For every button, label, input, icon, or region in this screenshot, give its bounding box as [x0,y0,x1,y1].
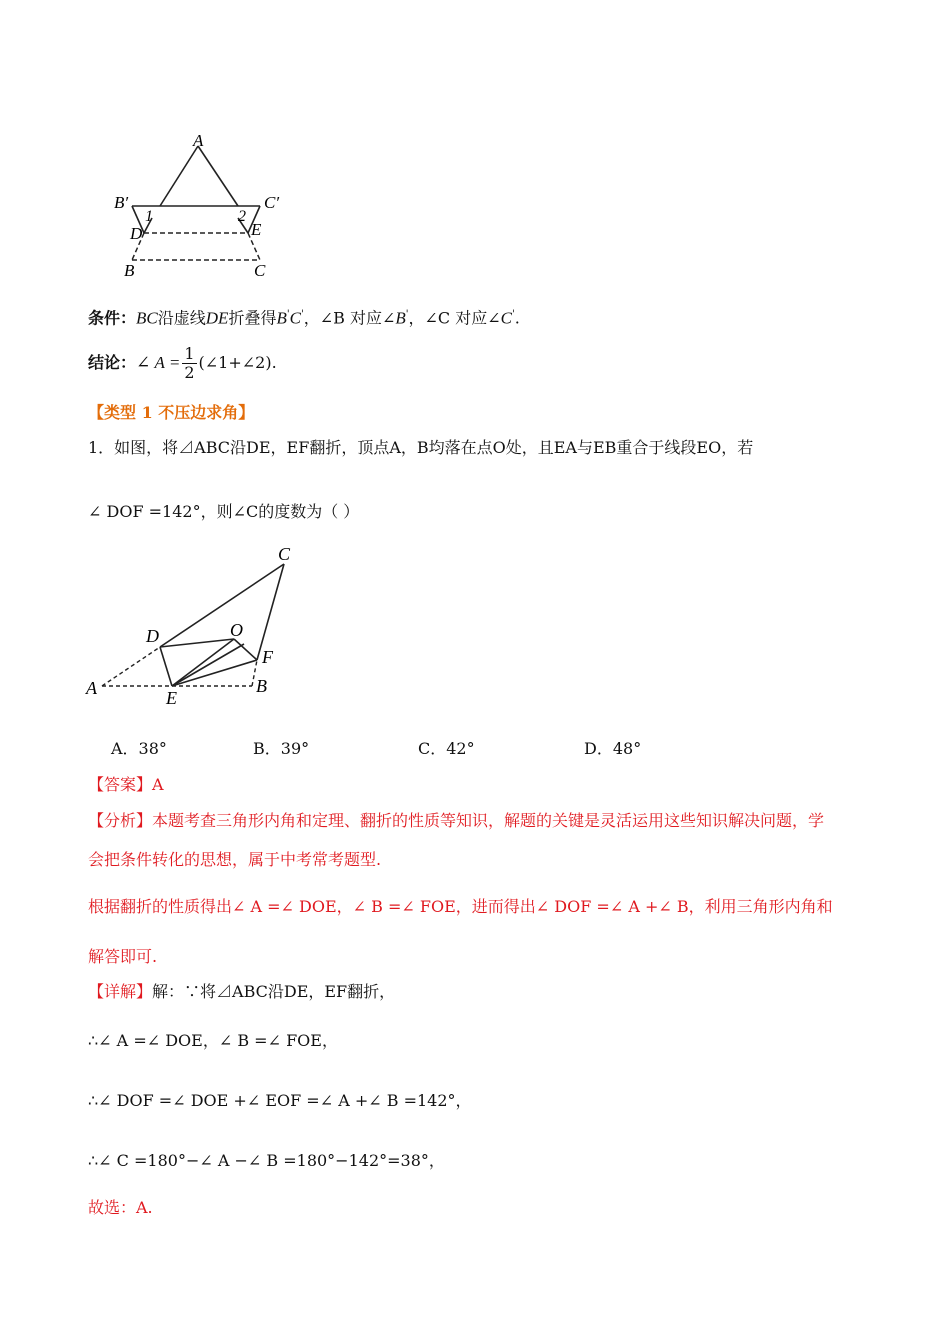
edge-ef [172,660,257,686]
condition-label: 条件： [88,308,137,328]
edge-de [160,647,172,686]
edge-a-left [160,146,198,206]
label-b: B [256,676,267,696]
cond-b2: B [395,308,406,328]
analysis-line-3: 根据翻折的性质得出∠ A =∠ DOE，∠ B =∠ FOE，进而得出∠ DOF =∠ A +∠ B，利用三角形内角和 [88,897,833,916]
cond-bp: B [276,308,287,328]
edge-eo [172,639,234,686]
conclusion-label: 结论： [88,353,137,372]
label-c: C [254,261,266,280]
question-line-2: ∠ DOF =142°，则∠C的度数为（ ） [88,502,360,521]
detail-line-4: ∴∠ C =180°−∠ A −∠ B =180°−142°=38°， [88,1151,445,1170]
figure-triangle-fold [84,540,314,712]
cond-c2: C [500,308,512,328]
detail-text-1: 解：∵将⊿ABC沿DE，EF翻折， [152,982,396,1001]
label-c: C [278,544,291,564]
label-d: D [146,626,159,646]
edge-a-right [198,146,238,206]
question-line-1: 1．如图，将⊿ABC沿DE，EF翻折，顶点A，B均落在点O处，且EA与EB重合于线段EO，若 [88,438,754,457]
fraction-numerator: 1 [184,344,195,363]
cond-t2: 折叠得 [228,308,277,328]
analysis-line-1: 【分析】本题考查三角形内角和定理、翻折的性质等知识，解题的关键是灵活运用这些知识解决问题，学 [88,811,825,830]
cond-t3: ，∠B 对应∠ [303,308,396,328]
conclusion-rhs: (∠1+∠2). [198,353,277,372]
cond-t4: ，∠C 对应∠ [408,308,501,328]
detail-line-2: ∴∠ A =∠ DOE，∠ B =∠ FOE， [88,1031,338,1050]
label-c-prime: C′ [264,193,280,212]
fraction-half [182,345,196,382]
detail-label: 【详解】 [88,982,153,1001]
cond-sup1: ' [286,309,290,320]
label-e: E [166,688,177,708]
option-b[interactable]: B．39° [253,739,310,758]
option-d[interactable]: D．48° [584,739,642,758]
analysis-line-4: 解答即可. [88,947,158,966]
option-a[interactable]: A．38° [111,739,167,758]
label-e: E [251,220,262,239]
label-b-prime: B′ [114,193,129,212]
detail-line-3: ∴∠ DOF =∠ DOE +∠ EOF =∠ A +∠ B =142°， [88,1091,472,1110]
label-2: 2 [238,208,246,225]
label-f: F [262,647,273,667]
cond-de: DE [205,308,229,328]
detail-line-1 [88,982,395,1002]
detail-line-5: 故选：A. [88,1198,153,1217]
cond-t5: . [514,308,520,328]
cond-cp: C [289,308,301,328]
cond-sup3: ' [405,309,409,320]
label-1: 1 [145,208,153,225]
edge-eo2 [172,644,244,686]
answer-line: 【答案】A [88,775,164,794]
condition-line [88,305,520,328]
edge-of [234,639,257,660]
label-a: A [86,678,97,698]
dashed-ad [102,647,160,686]
cond-t1: 沿虚线 [157,308,206,328]
figure-fold-diagram [110,128,320,288]
label-d: D [130,224,143,243]
conclusion-lhs: ∠ A = [136,353,181,372]
option-c[interactable]: C．42° [418,739,475,758]
type-heading: 【类型 1 不压边求角】 [88,403,255,422]
analysis-line-2: 会把条件转化的思想，属于中考常考题型. [88,850,382,869]
label-a: A [193,131,204,150]
fraction-denominator: 2 [184,363,195,382]
conclusion-line [88,345,277,382]
edge-dc [160,564,284,647]
label-b: B [124,261,135,280]
cond-sup4: ' [512,309,515,320]
label-o: O [230,620,243,640]
cond-sup2: ' [300,309,304,320]
cond-bc: BC [136,308,158,328]
